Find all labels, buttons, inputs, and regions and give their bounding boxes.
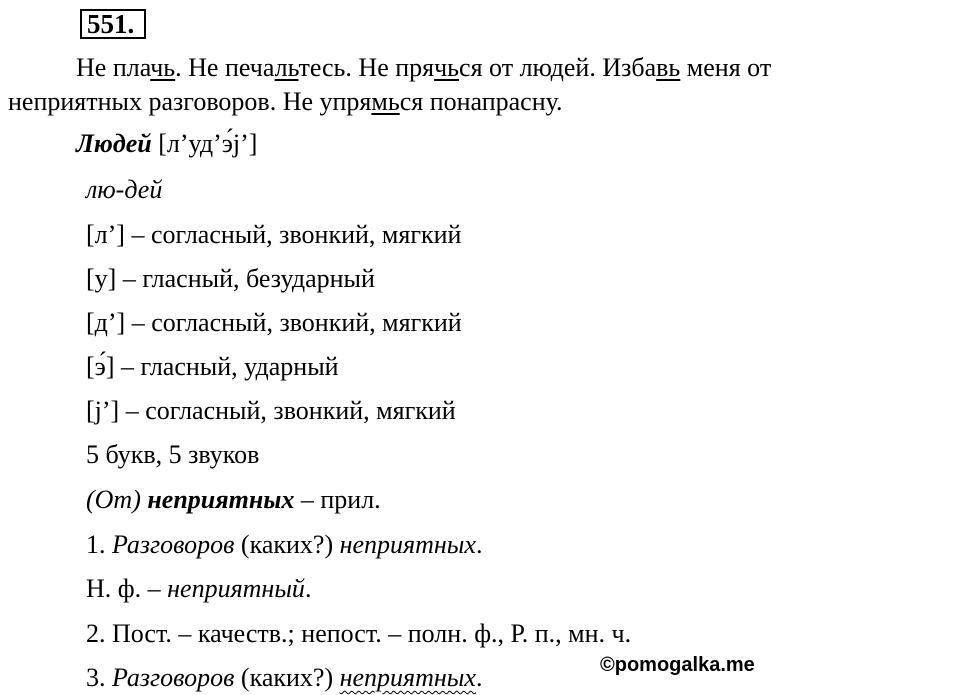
- sound-line: [э́] – гласный, ударный: [86, 352, 339, 381]
- question: (каких?): [234, 663, 340, 692]
- watermark: ©pomogalka.me: [600, 654, 755, 676]
- adjective-heading: [86, 487, 381, 513]
- prefix: (От): [86, 485, 141, 514]
- syllables: лю-дей: [86, 175, 163, 204]
- text: ся понапрасну.: [399, 87, 563, 116]
- question: (каких?): [234, 530, 340, 559]
- transcription: [л’уд’э́j’]: [151, 129, 258, 158]
- part-of-speech: – прил.: [294, 485, 381, 514]
- text: меня от: [680, 53, 772, 82]
- task-line-1: [76, 55, 771, 81]
- adjective: неприятных: [339, 530, 476, 559]
- underlined-letters: мь: [371, 87, 400, 116]
- text: тесь. Не пря: [298, 53, 435, 82]
- point-2: 2. Пост. – качеств.; непост. – полн. ф., Р. п., мн. ч.: [86, 619, 632, 648]
- exercise-number: 551.: [80, 9, 146, 39]
- letters-sounds-summary: 5 букв, 5 звуков: [86, 440, 260, 469]
- text: . Не печа: [175, 53, 275, 82]
- underlined-letters: чь: [150, 53, 176, 82]
- analyzed-adjective: неприятных: [140, 485, 295, 514]
- initial-form: [86, 576, 311, 602]
- point-3: [86, 665, 482, 691]
- initial-form-value: неприятный: [167, 574, 305, 603]
- sound-line: [у] – гласный, безударный: [86, 264, 375, 293]
- text: неприятных разговоров. Не упря: [8, 87, 372, 116]
- text: 3.: [86, 663, 112, 692]
- analyzed-word: Людей: [76, 129, 152, 158]
- underlined-letters: чь: [434, 53, 460, 82]
- text: Не пла: [76, 53, 151, 82]
- adjective: неприятных: [339, 663, 476, 692]
- point-1: [86, 532, 482, 558]
- text: 1.: [86, 530, 112, 559]
- text: .: [475, 530, 483, 559]
- text: Н. ф. –: [86, 574, 168, 603]
- underlined-letters: вь: [656, 53, 681, 82]
- sound-line: [л’] – согласный, звонкий, мягкий: [86, 220, 462, 249]
- word-heading: [76, 131, 257, 157]
- underlined-letters: ль: [274, 53, 299, 82]
- sound-line: [j’] – согласный, звонкий, мягкий: [86, 396, 456, 425]
- noun: Разговоров: [112, 530, 235, 559]
- task-line-2: [8, 89, 563, 115]
- text: .: [475, 663, 483, 692]
- noun: Разговоров: [112, 663, 235, 692]
- sound-line: [д’] – согласный, звонкий, мягкий: [86, 308, 462, 337]
- text: .: [304, 574, 312, 603]
- text: ся от людей. Изба: [459, 53, 657, 82]
